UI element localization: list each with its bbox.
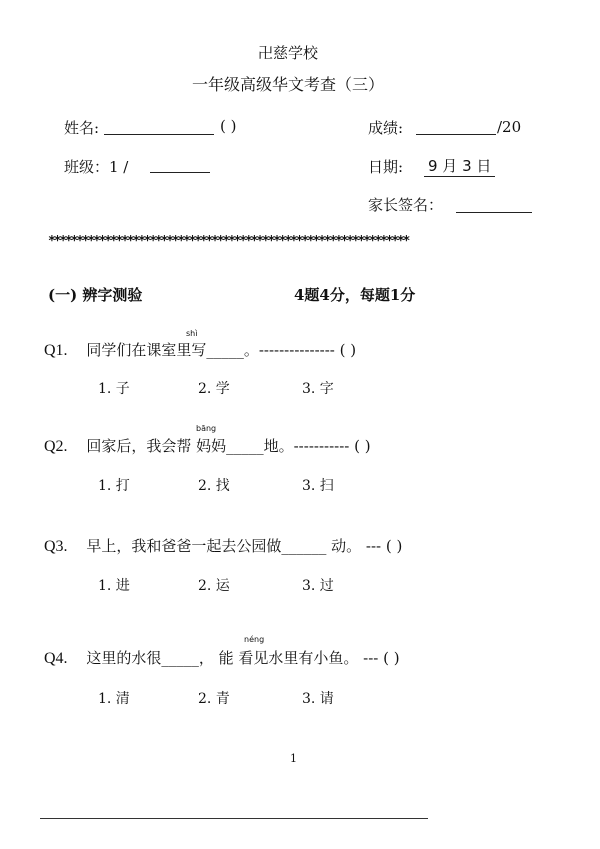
- section-title: (一) 辨字测验: [48, 286, 143, 304]
- q2-option-3[interactable]: 3. 扫: [302, 478, 334, 494]
- name-label: 姓名:: [64, 119, 100, 137]
- score-total: /20: [497, 118, 522, 136]
- class-field[interactable]: [150, 160, 210, 173]
- q2-option-1[interactable]: 1. 打: [98, 478, 130, 494]
- class-label: 班级：1 /: [64, 158, 129, 176]
- q3-option-3[interactable]: 3. 过: [302, 578, 334, 594]
- star-divider: ****************************************************************: [48, 234, 409, 249]
- section-scoring: 4题4分，每题1分: [294, 286, 416, 304]
- date-value: 9 月 3 日: [424, 155, 495, 177]
- q4-option-2[interactable]: 2. 青: [198, 691, 230, 707]
- q4-option-3[interactable]: 3. 请: [302, 691, 334, 707]
- q3-option-1[interactable]: 1. 进: [98, 578, 130, 594]
- pinyin-hint: shì: [186, 329, 198, 338]
- question-number: Q4.: [44, 650, 68, 667]
- name-field[interactable]: [104, 120, 214, 135]
- q3-option-2[interactable]: 2. 运: [198, 578, 230, 594]
- q1-option-3[interactable]: 3. 字: [302, 381, 334, 397]
- q4-option-1[interactable]: 1. 清: [98, 691, 130, 707]
- q2-option-2[interactable]: 2. 找: [198, 478, 230, 494]
- question-2: [44, 435, 371, 456]
- name-paren: ( ): [220, 117, 237, 135]
- question-text: 同学们在课室里写_____。--------------- ( ): [86, 341, 357, 359]
- question-number: Q3.: [44, 538, 68, 555]
- bottom-rule: [40, 818, 428, 819]
- page-number: 1: [290, 752, 297, 765]
- question-4: [44, 647, 400, 668]
- score-field[interactable]: [416, 120, 496, 135]
- exam-title: 一年级高级华文考查（三）: [192, 75, 385, 94]
- question-3: [44, 535, 402, 556]
- question-1: [44, 339, 356, 360]
- parent-sign-label: 家长签名：: [368, 196, 444, 214]
- question-number: Q2.: [44, 438, 68, 455]
- school-name: 卍慈学校: [258, 44, 319, 62]
- q1-option-2[interactable]: 2. 学: [198, 381, 230, 397]
- question-text: 早上，我和爸爸一起去公园做______ 动。 --- ( ): [86, 537, 403, 555]
- pinyin-hint: bāng: [196, 424, 217, 433]
- parent-sign-field[interactable]: [456, 198, 532, 213]
- question-text: 回家后，我会帮 妈妈_____地。----------- ( ): [86, 437, 371, 455]
- question-text: 这里的水很_____， 能 看见水里有小鱼。 --- ( ): [86, 649, 400, 667]
- pinyin-hint: néng: [244, 635, 265, 644]
- date-label: 日期:: [368, 158, 404, 176]
- question-number: Q1.: [44, 342, 68, 359]
- score-label: 成绩:: [368, 119, 404, 137]
- q1-option-1[interactable]: 1. 子: [98, 381, 130, 397]
